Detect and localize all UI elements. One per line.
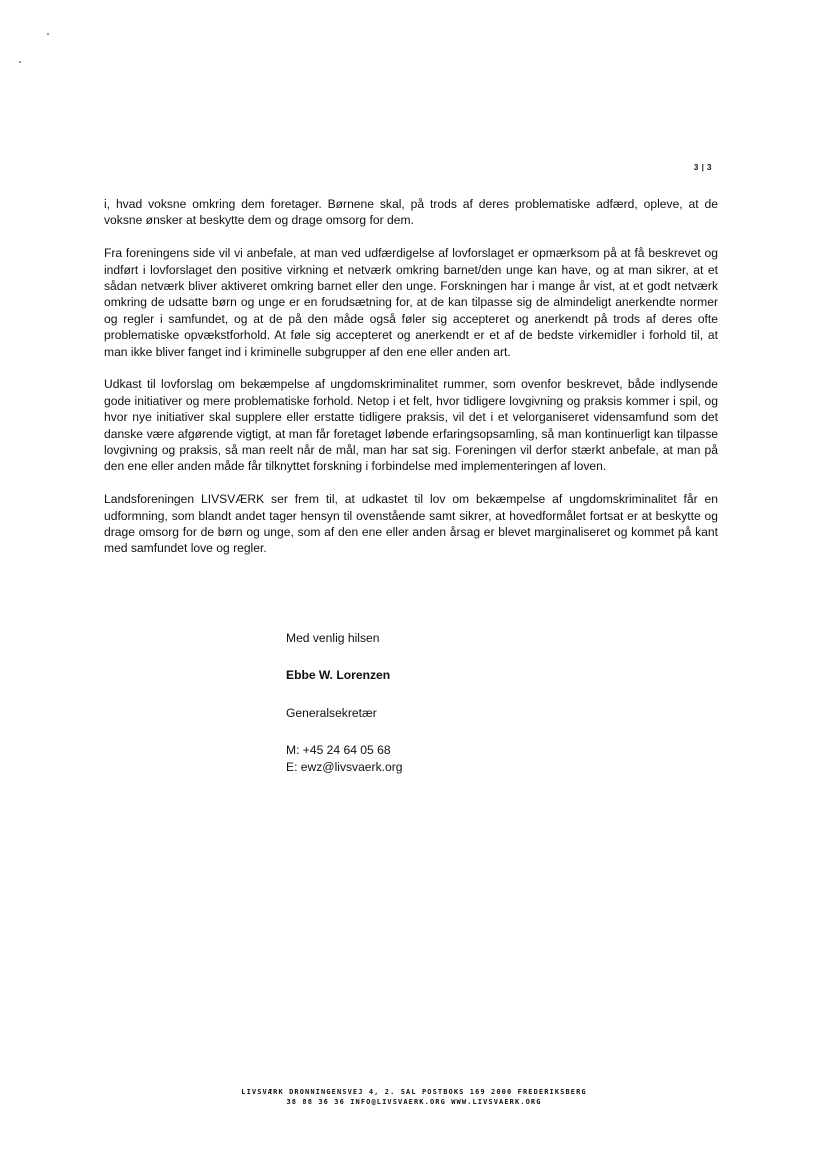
scan-speck xyxy=(47,33,49,35)
scan-speck xyxy=(19,61,21,63)
email-address: E: ewz@livsvaerk.org xyxy=(286,759,403,774)
paragraph: Udkast til lovforslag om bekæmpelse af ungdomskriminalitet rummer, som ovenfor beskrevet, både indlysende gode initiativer og mere problematiske forhold. Netop i et felt, hvor tidligere lovgivning og praksis kommer i spil, og hvor nye initiativer skal supplere eller erstatte tidligere praksis, vil det i et velorganiseret vidensamfund som det danske være afgørende vigtigt, at man får foretaget løbende erfaringsopsamling, så man kontinuerligt kan tilpasse lovgivning og praksis, så man reelt når de mål, man har sat sig. Foreningen vil derfor stærkt anbefale, at man på den ene eller anden måde får tilknyttet forskning i forbindelse med implementeringen af loven. xyxy=(104,377,718,474)
signer-name: Ebbe W. Lorenzen xyxy=(286,668,391,683)
signer-title: Generalsekretær xyxy=(286,705,377,720)
page-number: 3 | 3 xyxy=(693,163,712,172)
letter-body xyxy=(104,196,718,573)
footer-address: LIVSVÆRK DRONNINGENSVEJ 4, 2. SAL POSTBOKS 169 2000 FREDERIKSBERG xyxy=(241,1088,587,1096)
letterhead-footer xyxy=(100,1087,728,1107)
greeting: Med venlig hilsen xyxy=(286,631,380,645)
phone-number: M: +45 24 64 05 68 xyxy=(286,743,391,758)
paragraph: Landsforeningen LIVSVÆRK ser frem til, at udkastet til lov om bekæmpelse af ungdomskriminalitet får en udformning, som blandt andet tager hensyn til ovenstående samt sikrer, at hovedformålet fortsat er at beskytte og drage omsorg for de børn og unge, som af den ene eller anden årsag er blevet marginaliseret og kommet på kant med samfundet love og regler. xyxy=(104,492,718,556)
paragraph: Fra foreningens side vil vi anbefale, at man ved udfærdigelse af lovforslaget er opmærksom på at få beskrevet og indført i lovforslaget den positive virkning et netværk omkring barnet/den unge kan have, og at man sikrer, at et sådan netværk bliver aktiveret omkring barnet eller den unge. Forskningen har i mange år vist, at et godt netværk omkring de udsatte børn og unge er en forudsætning for, at de kan tilpasse sig de almindeligt anerkendte normer og regler i samfundet, og at de på den måde også føler sig accepteret og anerkendt på trods af deres ofte problematiske opvækstforhold. At føle sig accepteret og anerkendt er et af de bedste virkemidler i forhold til, at man ikke bliver fanget ind i kriminelle subgrupper af den ene eller anden art. xyxy=(104,246,718,359)
footer-contact: 38 88 36 36 INFO@LIVSVAERK.ORG WWW.LIVSVAERK.ORG xyxy=(286,1098,542,1106)
signature-block xyxy=(286,630,586,775)
paragraph: i, hvad voksne omkring dem foretager. Børnene skal, på trods af deres problematiske adfærd, opleve, at de voksne ønsker at beskytte dem og drage omsorg for dem. xyxy=(104,197,718,228)
